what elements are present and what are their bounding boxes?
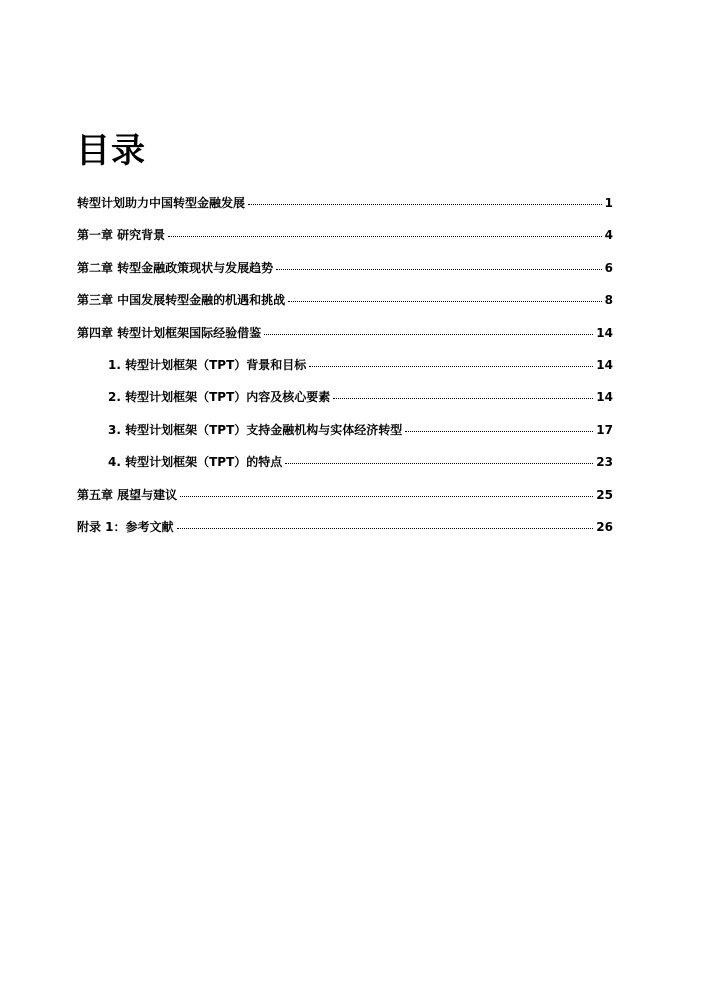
toc-entry-label: 2. 转型计划框架（TPT）内容及核心要素 — [108, 390, 331, 405]
toc-subentry[interactable] — [77, 388, 613, 420]
toc-entry-label: 第二章 转型金融政策现状与发展趋势 — [77, 260, 274, 275]
toc-entry-label: 转型计划助力中国转型金融发展 — [77, 196, 246, 210]
toc-entry[interactable] — [77, 226, 613, 258]
toc-entry-label: 附录 1：参考文献 — [77, 519, 174, 534]
toc-page-number: 14 — [596, 325, 613, 340]
toc-page-number: 25 — [596, 487, 613, 502]
toc-entry-label: 第四章 转型计划框架国际经验借鉴 — [77, 325, 262, 340]
toc-page-number: 6 — [604, 260, 613, 275]
toc-dot-leader — [309, 365, 593, 367]
toc-entry[interactable] — [77, 194, 613, 226]
toc-page-number: 17 — [596, 422, 613, 437]
toc-entry-label: 第五章 展望与建议 — [77, 487, 178, 502]
toc-subentry[interactable] — [77, 453, 613, 485]
toc-page-number: 26 — [596, 519, 613, 534]
toc-page-number: 8 — [604, 293, 613, 308]
toc-entry[interactable] — [77, 259, 613, 291]
toc-dot-leader — [288, 300, 601, 302]
toc-dot-leader — [333, 397, 593, 399]
toc-entry[interactable] — [77, 291, 613, 323]
toc-dot-leader — [285, 462, 593, 464]
toc-entry-label: 1. 转型计划框架（TPT）背景和目标 — [108, 357, 307, 372]
toc-dot-leader — [180, 495, 593, 497]
toc-dot-leader — [168, 235, 601, 237]
toc-subentry[interactable] — [77, 356, 613, 388]
toc-dot-leader — [405, 430, 593, 432]
toc-page-number: 1 — [604, 196, 613, 210]
toc-entry-label: 第一章 研究背景 — [77, 228, 166, 243]
toc-entry[interactable] — [77, 486, 613, 518]
toc-entry[interactable] — [77, 324, 613, 356]
toc-dot-leader — [248, 203, 602, 205]
toc-dot-leader — [264, 333, 593, 335]
page-title: 目录 — [76, 131, 146, 171]
toc-entry-label: 3. 转型计划框架（TPT）支持金融机构与实体经济转型 — [108, 422, 403, 437]
toc-page-number: 23 — [596, 455, 613, 470]
toc-entry-label: 4. 转型计划框架（TPT）的特点 — [108, 455, 283, 470]
toc-subentry[interactable] — [77, 421, 613, 453]
toc-page-number: 4 — [604, 228, 613, 243]
toc-dot-leader — [177, 527, 594, 529]
table-of-contents — [77, 194, 613, 550]
toc-entry-label: 第三章 中国发展转型金融的机遇和挑战 — [77, 293, 286, 308]
toc-page-number: 14 — [596, 390, 613, 405]
toc-dot-leader — [276, 268, 601, 270]
toc-page-number: 14 — [596, 357, 613, 372]
toc-entry[interactable] — [77, 518, 613, 550]
